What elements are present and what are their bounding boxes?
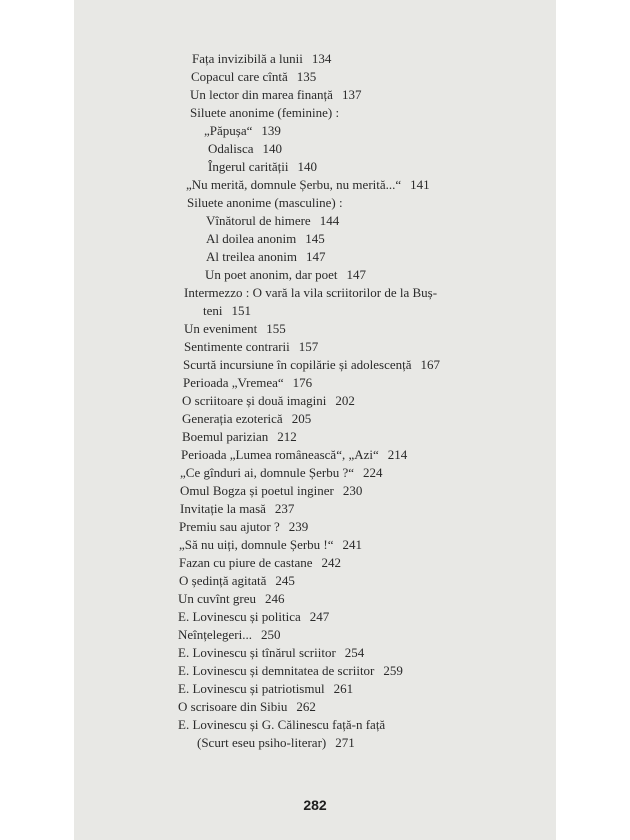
toc-entry: Fața invizibilă a lunii 134	[192, 51, 332, 66]
toc-entry: „Ce gînduri ai, domnule Șerbu ?“ 224	[180, 465, 383, 480]
toc-entry: Sentimente contrarii 157	[184, 339, 319, 354]
toc-entry: O scriitoare și două imagini 202	[182, 393, 355, 408]
toc-entry: Generația ezoterică 205	[182, 411, 312, 426]
toc-entry: „Păpușa“ 139	[204, 123, 281, 138]
toc-entry: Un cuvînt greu 246	[178, 591, 285, 606]
toc-entry: O ședință agitată 245	[179, 573, 295, 588]
toc-entry: Odalisca 140	[208, 141, 282, 156]
book-page	[74, 0, 556, 840]
toc-entry: Fazan cu piure de castane 242	[179, 555, 342, 570]
toc-entry: Invitație la masă 237	[180, 501, 295, 516]
page-number: 282	[303, 797, 327, 813]
toc-entry: Copacul care cîntă 135	[191, 69, 317, 84]
toc-entry: E. Lovinescu și demnitatea de scriitor 259	[178, 663, 403, 678]
toc-entry: „Nu merită, domnule Șerbu, nu merită...“ 141	[186, 177, 430, 192]
toc-entry: Perioada „Vremea“ 176	[183, 375, 313, 390]
toc-entry: Siluete anonime (feminine) :	[190, 105, 340, 120]
toc-entry: Boemul parizian 212	[182, 429, 297, 444]
toc-entry: Intermezzo : O vară la vila scriitorilor de la Buș-	[184, 285, 438, 300]
toc-entry: Omul Bogza și poetul inginer 230	[180, 483, 363, 498]
toc-entry: Premiu sau ajutor ? 239	[179, 519, 309, 534]
toc-entry: E. Lovinescu și politica 247	[178, 609, 330, 624]
toc-entry: Vînătorul de himere 144	[206, 213, 340, 228]
toc-entry: E. Lovinescu și patriotismul 261	[178, 681, 354, 696]
toc-entry: teni 151	[203, 303, 251, 318]
toc-entry: Siluete anonime (masculine) :	[187, 195, 343, 210]
toc-entry: E. Lovinescu și G. Călinescu față-n față	[178, 717, 386, 732]
toc-entry: „Să nu uiți, domnule Șerbu !“ 241	[179, 537, 363, 552]
toc-entry: Perioada „Lumea românească“, „Azi“ 214	[181, 447, 408, 462]
toc-entry: Neînțelegeri... 250	[178, 627, 281, 642]
toc-entry: E. Lovinescu și tînărul scriitor 254	[178, 645, 365, 660]
toc-entry: Un lector din marea finanță 137	[190, 87, 362, 102]
toc-entry: Un poet anonim, dar poet 147	[205, 267, 366, 282]
toc-entry: Al doilea anonim 145	[206, 231, 325, 246]
toc-entry: Îngerul carității 140	[208, 159, 317, 174]
toc-entry: Al treilea anonim 147	[206, 249, 326, 264]
toc-entry: (Scurt eseu psiho-literar) 271	[197, 735, 355, 750]
toc-entry: Scurtă incursiune în copilărie și adolescență 167	[183, 357, 441, 372]
toc-entry: O scrisoare din Sibiu 262	[178, 699, 316, 714]
toc-entry: Un eveniment 155	[184, 321, 286, 336]
